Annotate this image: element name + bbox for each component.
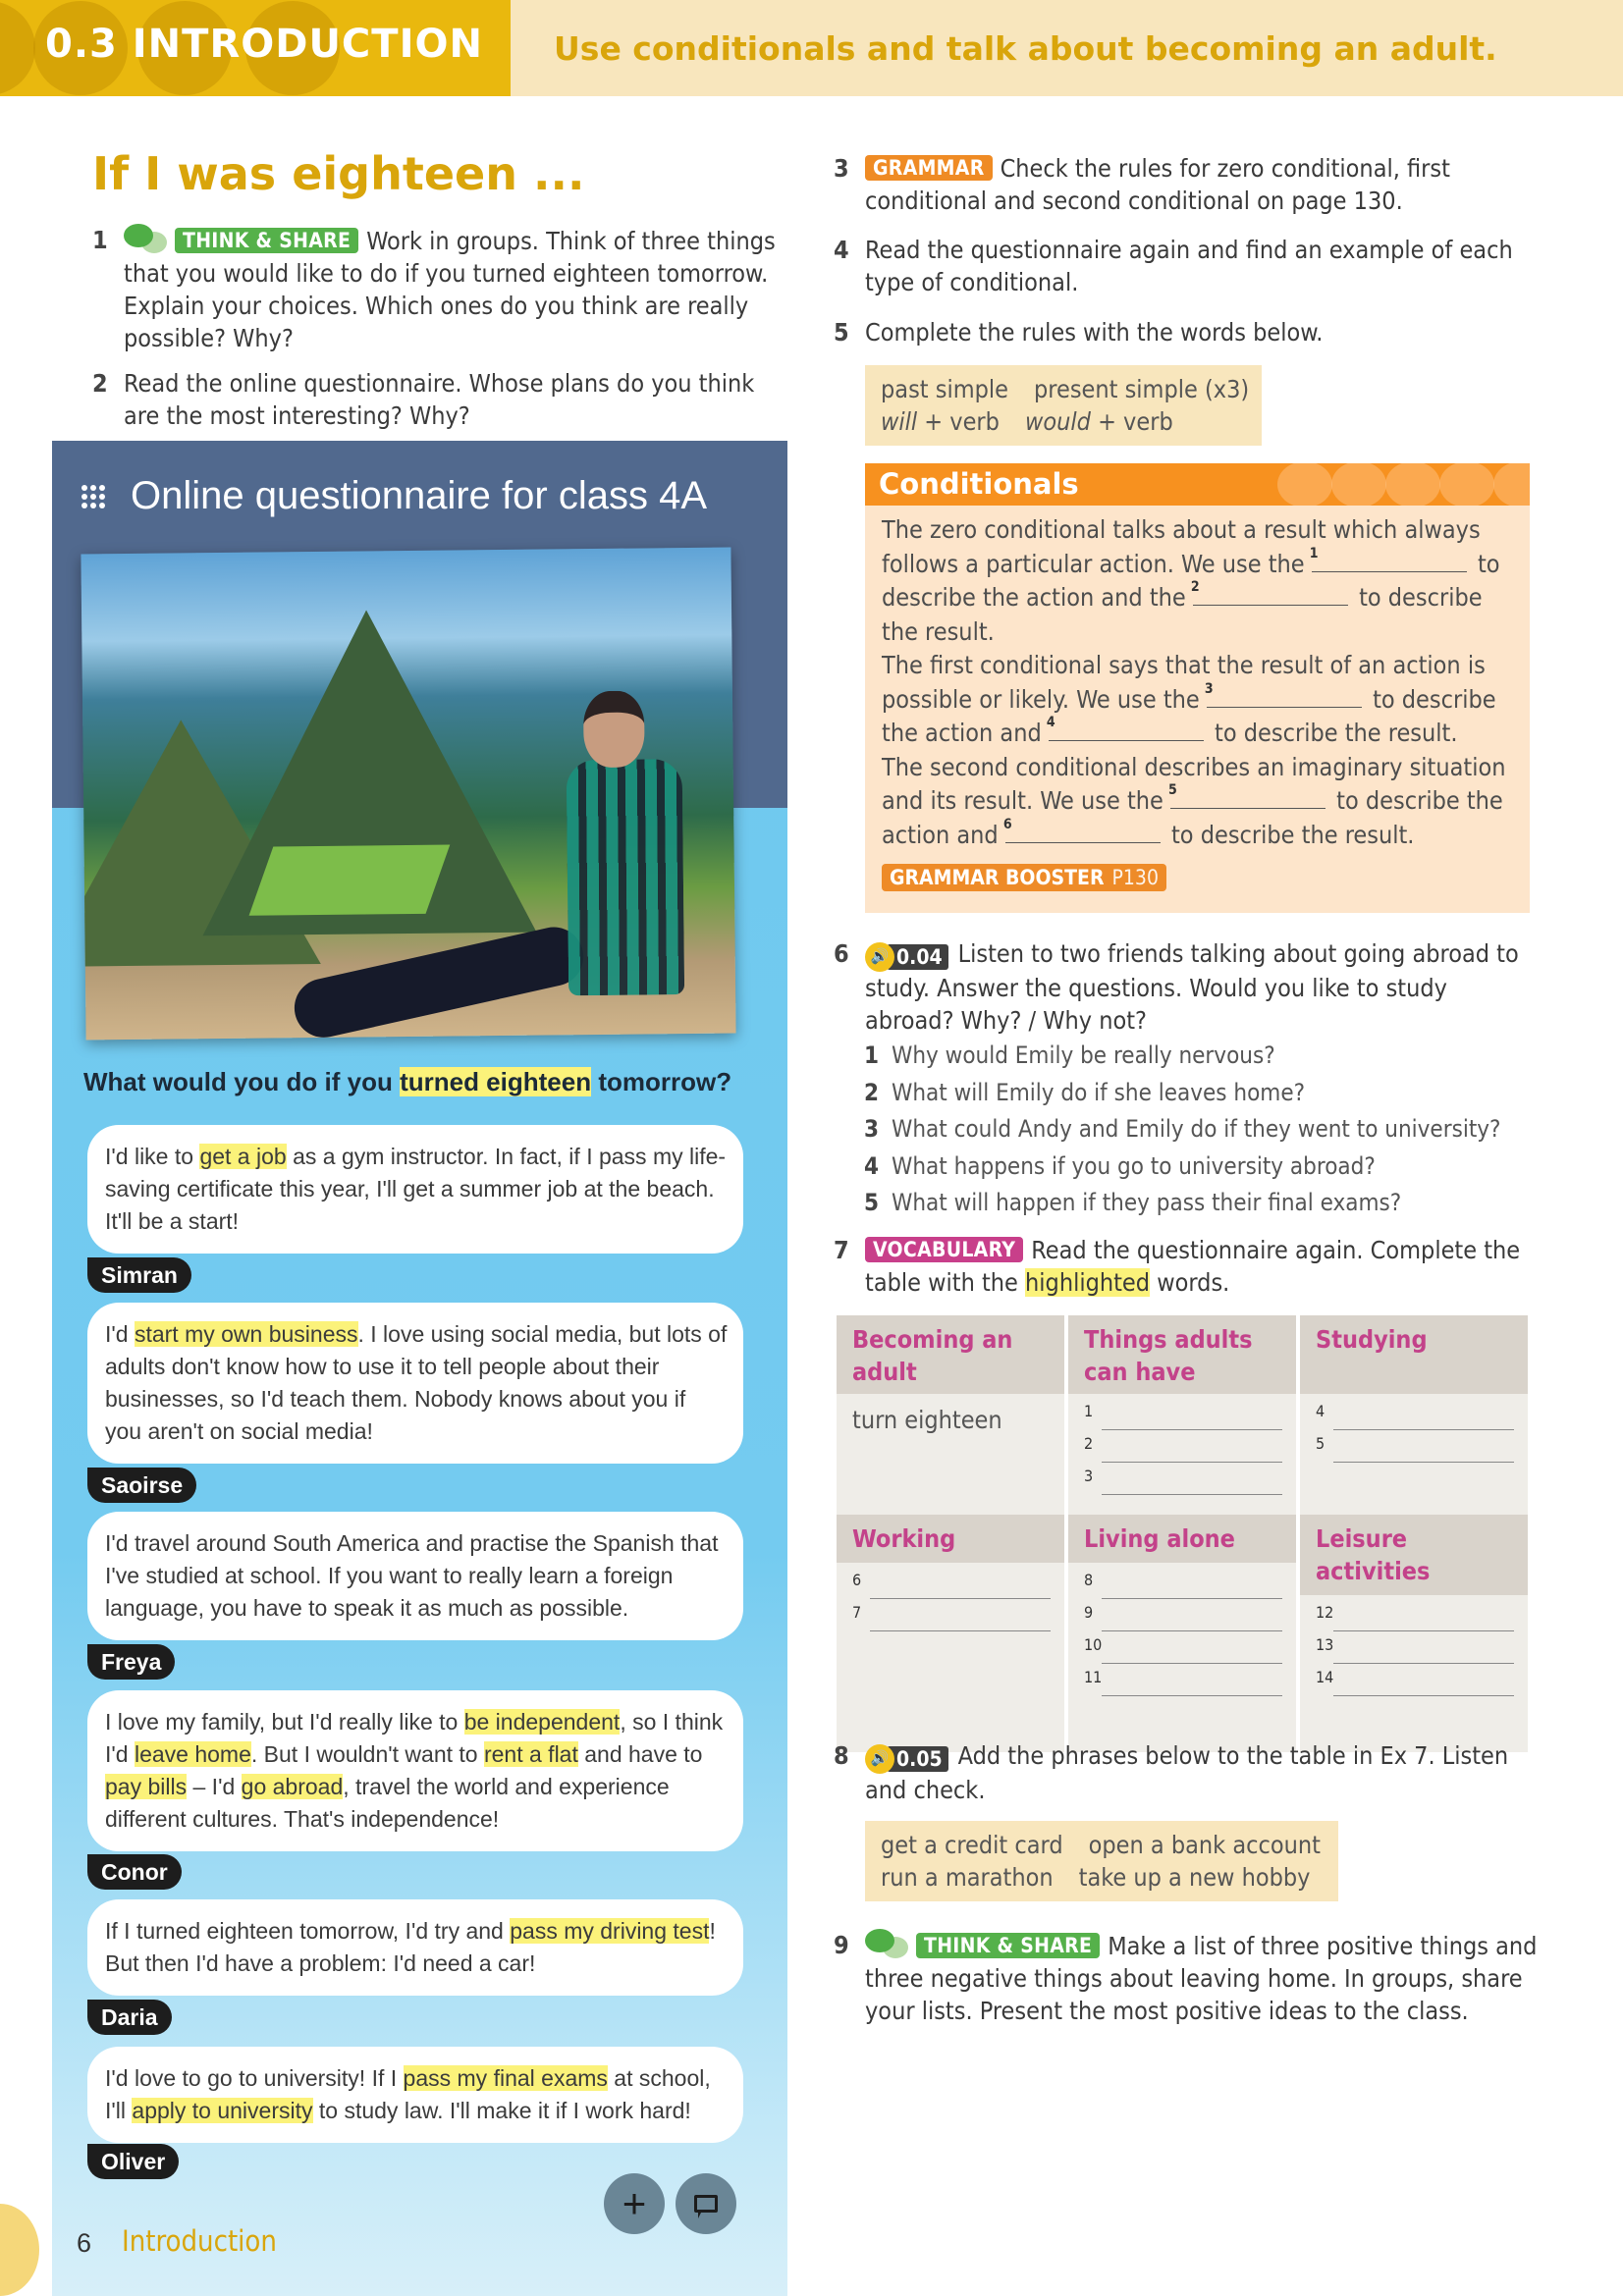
lesson-objective: Use conditionals and talk about becoming an adult. [554,28,1497,68]
list-item: 3 What could Andy and Emily do if they went to university? [864,1115,1501,1143]
first-conditional-rule: The first conditional says that the result of an action is possible or likely. We use the 3 to describe the action and 4 to describe the result. [882,651,1496,747]
conditionals-rules [865,506,1530,894]
answer-line[interactable] [1102,1642,1282,1664]
answer-bubble-oliver: I'd love to go to university! If I pass my final exams at school, I'll apply to university to study law. I'll make it if I work hard! [87,2047,743,2143]
exercise-7: 7 VOCABULARY Read the questionnaire again. Complete the table with the highlighted words. [834,1236,1521,1297]
conditionals-title: Conditionals [879,467,1079,501]
author-tag-oliver: Oliver [87,2144,179,2179]
second-conditional-rule: The second conditional describes an imaginary situation and its result. We use the 5 to describe the action and 6 to describe the result. [882,752,1506,849]
lesson-objective-bar [511,0,1623,96]
table-column-becoming-an-adult: Becoming an adult turn eighteen [837,1315,1064,1515]
answer-line[interactable] [1333,1441,1514,1463]
app-grid-icon[interactable] [81,485,105,508]
think-share-badge: THINK & SHARE [175,228,358,253]
answer-line[interactable] [1333,1675,1514,1696]
answer-line[interactable] [1333,1610,1514,1631]
list-item: 5 What will happen if they pass their final exams? [864,1189,1402,1216]
exercise-3: 3 GRAMMAR Check the rules for zero conditional, first conditional and second conditional on page 130. [834,154,1450,215]
answer-bubble-simran: I'd like to get a job as a gym instructor. In fact, if I pass my life-saving certificate this year, I'll get a summer job at the beach. It'll be a start! [87,1125,743,1254]
exercise-1: 1 THINK & SHARE Work in groups. Think of three things that you would like to do if you turned eighteen tomorrow. Explain your choices. Which ones do you think are really possible? Why? [92,226,776,352]
blank-5[interactable]: 5 [1170,787,1325,809]
blank-6[interactable]: 6 [1005,822,1161,843]
conditionals-rules-box [865,463,1530,913]
list-item: 2 What will Emily do if she leaves home? [864,1078,1306,1106]
audio-track-0-04[interactable]: 🔊 0.04 [865,942,948,972]
table-column-studying: Studying 4 5 [1300,1315,1528,1515]
page-corner-tab [0,2204,39,2296]
answer-line[interactable] [1102,1441,1282,1463]
grammar-badge: GRAMMAR [865,155,993,181]
author-tag-conor: Conor [87,1854,182,1890]
table-column-things-adults-can-have: Things adults can have 1 2 3 [1068,1315,1296,1515]
audio-track-0-05[interactable]: 🔊 0.05 [865,1744,948,1774]
answer-bubble-freya: I'd travel around South America and practise the Spanish that I've studied at school. If you want to really learn a foreign language, you have to speak it as much as possible. [87,1512,743,1640]
answer-line[interactable] [870,1577,1051,1599]
footer-section-label: Introduction [122,2224,277,2258]
blank-1[interactable]: 1 [1312,551,1467,572]
table-column-leisure-activities: Leisure activities 12 13 14 [1300,1515,1528,1752]
exercise-4: 4 Read the questionnaire again and find an example of each type of conditional. [834,236,1513,296]
author-tag-simran: Simran [87,1257,191,1293]
blank-4[interactable]: 4 [1049,720,1204,741]
answer-line[interactable] [1333,1642,1514,1664]
questionnaire-title-bar [81,474,707,518]
exercise-5: 5 Complete the rules with the words below. [834,318,1324,347]
plus-icon: + [622,2180,647,2226]
decor-circle [0,1,35,95]
online-questionnaire-panel [52,441,787,2296]
table-column-living-alone: Living alone 8 9 10 11 [1068,1515,1296,1752]
think-share-badge: THINK & SHARE [916,1933,1100,1958]
answer-line[interactable] [1333,1409,1514,1430]
exercise-9: 9 THINK & SHARE Make a list of three positive things and three negative things about leaving home. In groups, share your lists. Present the most positive ideas to the class. [834,1931,1538,2025]
vocabulary-table [837,1315,1528,1752]
exercise-8: 8 🔊 0.05 Add the phrases below to the table in Ex 7. Listen and check. [834,1741,1509,1804]
vocabulary-badge: VOCABULARY [865,1237,1023,1262]
lesson-heading: If I was eighteen ... [92,147,585,200]
page-number: 6 [77,2228,92,2258]
answer-line[interactable] [1102,1675,1282,1696]
author-tag-freya: Freya [87,1644,175,1680]
answer-line[interactable] [1102,1577,1282,1599]
table-column-working: Working 6 7 [837,1515,1064,1752]
conditionals-header [865,463,1530,506]
exercise-6: 6 🔊 0.04 Listen to two friends talking about going abroad to study. Answer the questions. Would you like to study abroad? Why? / Why not? [834,939,1519,1035]
answer-bubble-saoirse: I'd start my own business. I love using social media, but lots of adults don't know how to use it to tell people about their businesses, so I'd teach them. Nobody knows about you if you aren't on social media! [87,1303,743,1464]
speaker-icon: 🔊 [865,1744,894,1774]
list-item: 1 Why would Emily be really nervous? [864,1041,1275,1069]
list-item: 4 What happens if you go to university abroad? [864,1151,1376,1180]
speaker-icon: 🔊 [865,942,894,972]
comment-icon [694,2195,718,2213]
comment-button[interactable] [676,2173,736,2234]
answer-line[interactable] [1102,1409,1282,1430]
author-tag-daria: Daria [87,2000,172,2035]
answer-line[interactable] [1102,1473,1282,1495]
author-tag-saoirse: Saoirse [87,1468,196,1503]
lesson-header [0,0,1623,96]
questionnaire-question: What would you do if you turned eighteen tomorrow? [83,1067,732,1096]
add-button[interactable] [604,2173,665,2234]
zero-conditional-rule: The zero conditional talks about a result which always follows a particular action. We use the 1 to describe the action and the 2 to describe the result. [882,515,1500,646]
lesson-header-badge [0,0,511,96]
questionnaire-title: Online questionnaire for class 4A [131,474,707,517]
chat-bubbles-icon [865,1929,910,1958]
lesson-title-code: 0.3 INTRODUCTION [45,22,483,67]
answer-line[interactable] [1102,1610,1282,1631]
grammar-booster-link[interactable]: GRAMMAR BOOSTER P130 [882,864,1166,891]
machu-picchu-photo [81,548,735,1041]
blank-3[interactable]: 3 [1207,686,1362,708]
exercise-2: 2 Read the online questionnaire. Whose plans do you think are the most interesting? Why? [92,369,755,430]
word-box-ex5: past simple present simple (x3) will + verb would + verb [865,365,1262,446]
chat-bubbles-icon [124,224,169,253]
answer-bubble-conor: I love my family, but I'd really like to be independent, so I think I'd leave home. But I wouldn't want to rent a flat and have to pay bills – I'd go abroad, travel the world and experience different cultures. That's independence! [87,1690,743,1851]
blank-2[interactable]: 2 [1193,584,1348,606]
ex6-question-list [864,1038,1501,1222]
answer-bubble-daria: If I turned eighteen tomorrow, I'd try and pass my driving test! But then I'd have a problem: I'd need a car! [87,1899,743,1996]
word-box-ex8: get a credit card open a bank account run a marathon take up a new hobby [865,1821,1338,1901]
answer-line[interactable] [870,1610,1051,1631]
